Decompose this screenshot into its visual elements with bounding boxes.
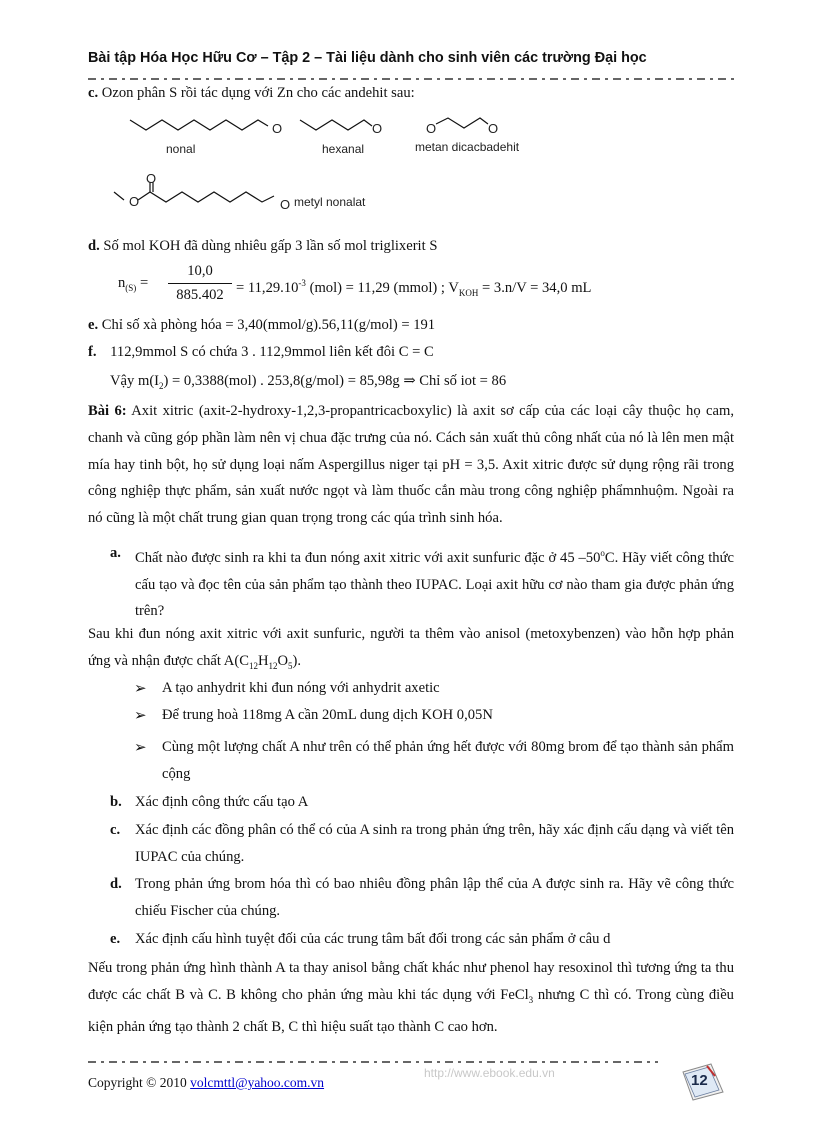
bullet-item: Để trung hoà 118mg A cần 20mL dung dịch KOH 0,05N — [162, 707, 493, 723]
methyl-nonalate-oxygen-ester: O — [129, 194, 140, 209]
methyl-nonalate-oxygen-aldehyde: O — [280, 197, 291, 212]
part-f-text: 112,9mmol S có chứa 3 . 112,9mmol liên kết đôi C = C — [110, 344, 434, 360]
part-d — [88, 237, 437, 255]
question-d: Trong phản ứng brom hóa thì có bao nhiêu đồng phân lập thể của A được sinh ra. Hãy vẽ công thức chiếu Fischer của chúng. — [135, 876, 734, 919]
bullet-arrow-icon: ➢ — [134, 708, 147, 724]
malonaldehyde-structure — [432, 114, 492, 134]
reaction-description: Sau khi đun nóng axit xitric với axit sunfuric, người ta thêm vào anisol (metoxybenzen) vào hỗn hợp phản ứng và nhận được chất $A(C_{12}H_{12}O_5)$. — [88, 626, 734, 671]
nonal-structure — [128, 112, 278, 142]
methyl-nonalate-label: metyl nonalat — [294, 195, 366, 209]
question-c-label: c. — [110, 822, 121, 838]
bullet-item: A tạo anhydrit khi đun nóng với anhydrit axetic — [162, 680, 440, 696]
question-e: Xác định cấu hình tuyệt đối của các trung tâm bất đối trong các sản phẩm ở câu d — [135, 931, 611, 947]
part-e — [88, 316, 435, 334]
bai6-title: Bài 6: — [88, 403, 127, 419]
closing-paragraph: Nếu trong phản ứng hình thành A ta thay anisol bằng chất khác như phenol hay resoxinol thì tương ứng ta thu được các chất B và C. B không cho phản ứng màu khi tác dụng với FeCl$_3$ nhưng C thì có. Trong cùng điều kiện phản ứng tạo thành 2 chất B, C thì hiệu suất tạo thành C cao hơn. — [88, 960, 734, 1035]
fraction-denominator: 885.402 — [176, 287, 224, 303]
footer-divider — [88, 1059, 658, 1065]
part-e-label: e. — [88, 317, 99, 333]
hexanal-oxygen: O — [372, 121, 383, 136]
part-c-text: Ozon phân S rồi tác dụng với Zn cho các andehit sau: — [101, 85, 415, 101]
hexanal-label: hexanal — [322, 142, 365, 156]
bullet-item: Cùng một lượng chất A như trên có thể phản ứng hết được với 80mg brom để tạo thành sản phẩm cộng — [162, 739, 734, 782]
methyl-nonalate-oxygen-carbonyl: O — [146, 171, 157, 186]
page-number-badge — [677, 1062, 727, 1102]
question-b-label: b. — [110, 794, 122, 810]
bai6-intro — [88, 398, 734, 532]
page-number: 12 — [691, 1072, 708, 1089]
part-c-label: c. — [88, 85, 99, 101]
bullet-arrow-icon: ➢ — [134, 681, 147, 697]
question-d-label: d. — [110, 876, 122, 892]
question-a-label: a. — [110, 545, 121, 561]
part-d-equation: = $11,29.10^{-3}$ (mol) = 11,29 (mmol) ; $V_{KOH} = 3.n/V = 34,0$ mL — [236, 278, 592, 298]
bullet-arrow-icon: ➢ — [134, 740, 147, 756]
malonaldehyde-oxygen-left: O — [426, 121, 437, 136]
part-f-label: f. — [88, 344, 97, 360]
malonaldehyde-label: metan dicacbadehit — [415, 140, 520, 154]
nonal-oxygen: O — [272, 121, 283, 136]
header-divider — [88, 76, 738, 82]
question-c: Xác định các đồng phân có thể có của A sinh ra trong phản ứng trên, hãy xác định cấu dạng và viết tên IUPAC của chúng. — [135, 822, 734, 865]
part-e-text: Chỉ số xà phòng hóa = 3,40(mmol/g).56,11(g/mol) = 191 — [101, 317, 436, 333]
watermark-url: http://www.ebook.edu.vn — [424, 1066, 555, 1080]
nonal-label: nonal — [166, 142, 196, 156]
footer-copyright: Copyright © 2010 volcmttl@yahoo.com.vn — [88, 1075, 325, 1090]
part-c — [88, 84, 415, 102]
question-e-label: e. — [110, 931, 121, 947]
part-f-conclusion: Vậy $m(I_2) = 0,3388(mol)$ . 253,8(g/mol) = 85,98g ⇒ Chỉ số iot = 86 — [110, 373, 507, 391]
hexanal-structure — [298, 112, 378, 142]
question-b: Xác định công thức cấu tạo A — [135, 794, 309, 810]
part-d-label: d. — [88, 238, 100, 254]
bai6-intro-text: Axit xitric (axit-2-hydroxy-1,2,3-propantricacboxylic) là axit sơ cấp của các loại cây thuộc họ cam, chanh và cũng góp phần làm nên vị chua đặc trưng của nó. Cách sản xuất thủ công nhất của nó là lên men mật mía hay tinh bột, họ sử dụng loại nấm Aspergillus niger tại pH = 3,5. Axit xitric được sử dụng rộng rãi trong công nghiệp thực phẩm, sản xuất nước ngọt và làm thuốc cắn màu trong công nghiệp phẩmnhuộm. Ngoài ra nó cũng là một chất trung gian quan trọng trong các qúa trình sinh hóa. — [88, 403, 735, 527]
malonaldehyde-oxygen-right: O — [488, 121, 499, 136]
part-f — [88, 343, 434, 361]
n-symbol: $n_{(S)}$ = — [118, 275, 149, 293]
fraction-bar — [168, 283, 232, 284]
question-a: Chất nào được sinh ra khi ta đun nóng axit xitric với axit sunfuric đặc ở 45 –50$^o$C. Hãy viết công thức cấu tạo và đọc tên của sản phẩm tạo thành theo IUPAC. Loại axit hữu cơ nào tham gia được phản ứng trên? — [135, 548, 734, 620]
fraction-numerator: 10,0 — [187, 263, 213, 279]
author-email-link[interactable]: volcmttl@yahoo.com.vn — [190, 1075, 325, 1090]
part-d-text: Số mol KOH đã dùng nhiêu gấp 3 lần số mol triglixerit S — [103, 238, 438, 254]
page-header-title: Bài tập Hóa Học Hữu Cơ – Tập 2 – Tài liệu dành cho sinh viên các trường Đại học — [88, 50, 647, 66]
